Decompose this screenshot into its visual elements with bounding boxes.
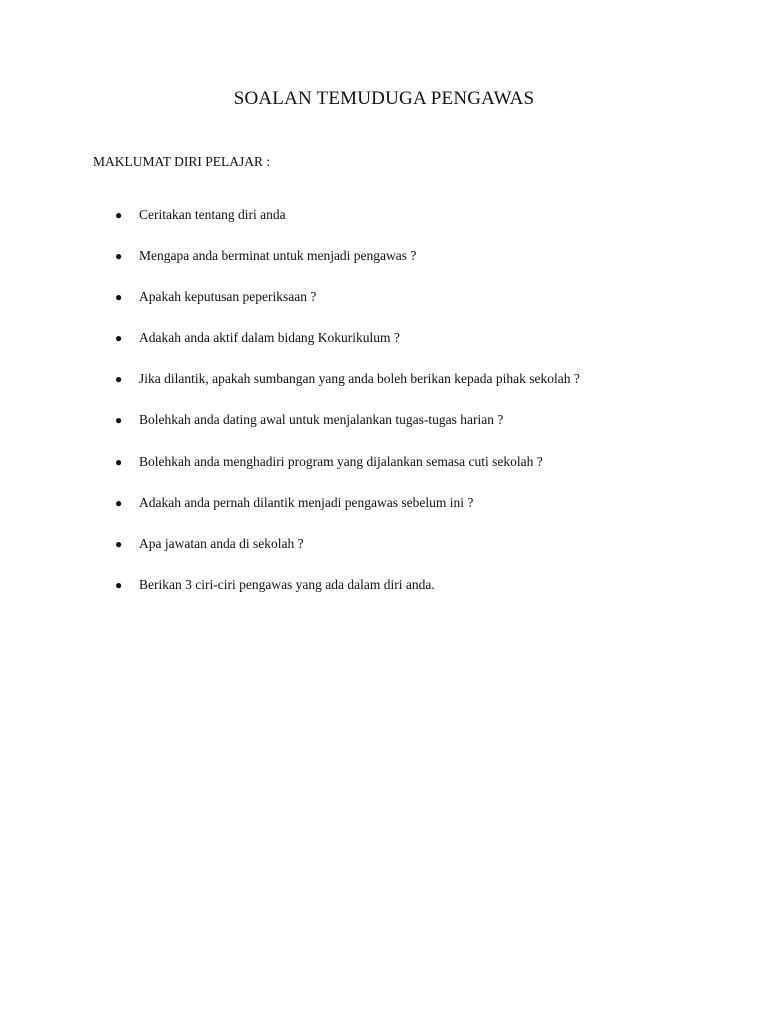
question-item	[0, 576, 768, 617]
bullet-icon: ●	[115, 208, 123, 222]
question-item	[0, 329, 768, 370]
bullet-icon: ●	[115, 372, 123, 387]
bullet-icon: ●	[115, 536, 123, 551]
question-item	[0, 411, 768, 452]
section-heading: MAKLUMAT DIRI PELAJAR :	[93, 154, 271, 169]
question-text: Bolehkah anda dating awal untuk menjalankan tugas-tugas harian ?	[139, 412, 504, 428]
bullet-icon: ●	[115, 331, 123, 346]
bullet-icon: ●	[115, 495, 123, 510]
bullet-icon: ●	[115, 577, 123, 592]
question-text: Berikan 3 ciri-ciri pengawas yang ada dalam diri anda.	[139, 576, 435, 592]
question-item	[0, 370, 768, 411]
bullet-icon: ●	[115, 454, 123, 469]
question-text: Adakah anda pernah dilantik menjadi pengawas sebelum ini ?	[139, 494, 474, 510]
question-text: Apa jawatan anda di sekolah ?	[139, 535, 304, 551]
question-item	[0, 494, 768, 535]
document-title: SOALAN TEMUDUGA PENGAWAS	[233, 88, 535, 109]
question-text: Apakah keputusan peperiksaan ?	[139, 289, 317, 305]
question-list	[0, 206, 768, 617]
question-text: Ceritakan tentang diri anda	[139, 207, 286, 222]
bullet-icon: ●	[115, 249, 123, 264]
question-item	[0, 453, 768, 494]
question-item	[0, 206, 768, 247]
question-text: Bolehkah anda menghadiri program yang dijalankan semasa cuti sekolah ?	[139, 453, 543, 469]
question-item	[0, 247, 768, 288]
bullet-icon: ●	[115, 290, 123, 305]
question-text: Jika dilantik, apakah sumbangan yang anda boleh berikan kepada pihak sekolah ?	[139, 371, 580, 387]
question-text: Mengapa anda berminat untuk menjadi pengawas ?	[139, 248, 417, 264]
question-text: Adakah anda aktif dalam bidang Kokurikulum ?	[139, 330, 400, 346]
bullet-icon: ●	[115, 413, 123, 428]
question-item	[0, 535, 768, 576]
question-item	[0, 288, 768, 329]
